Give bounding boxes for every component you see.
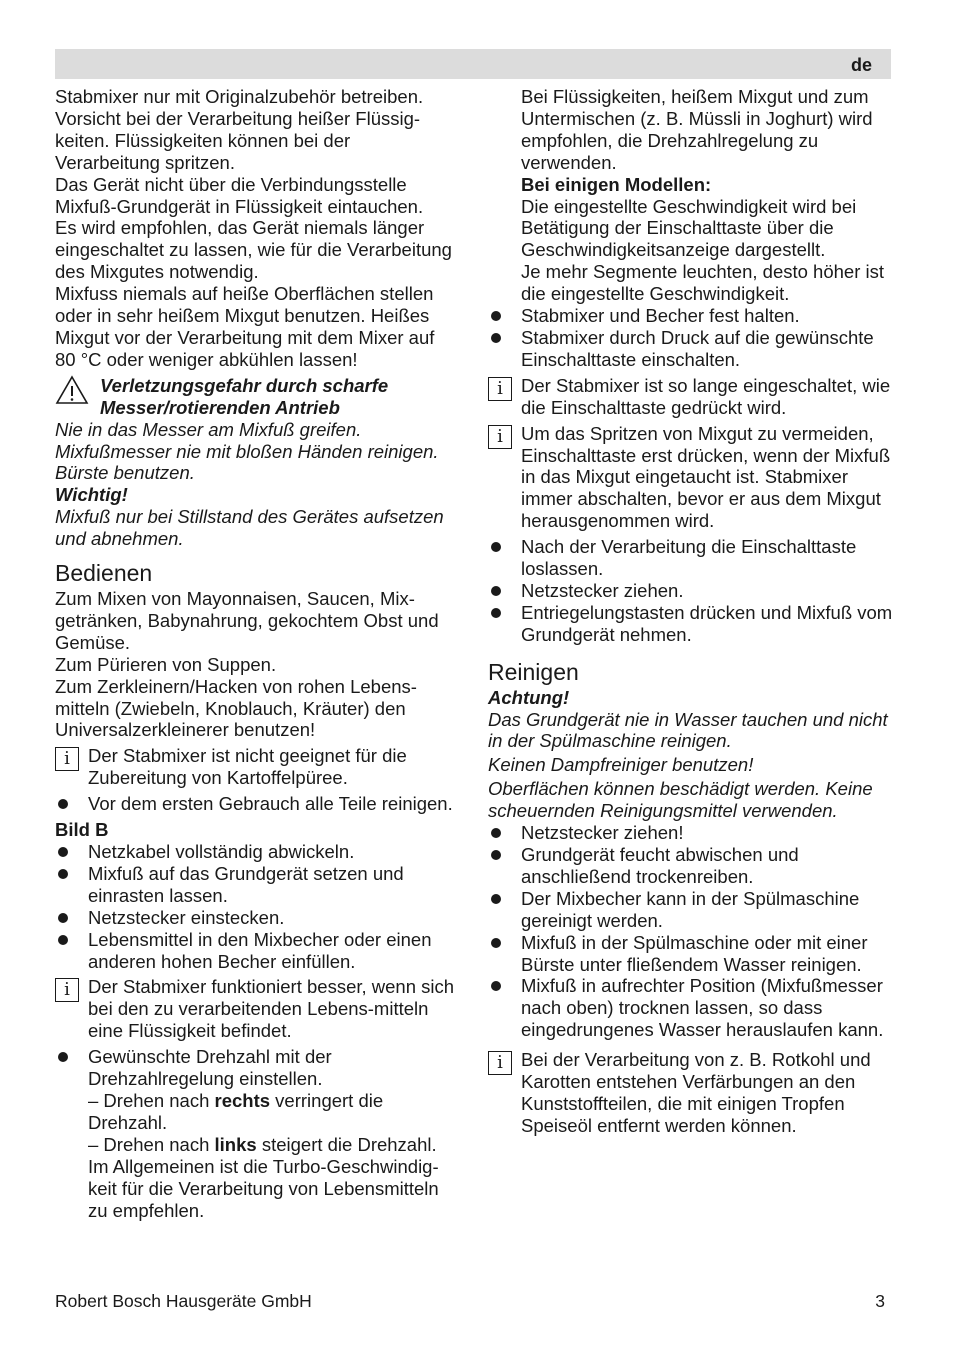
warning-title: Verletzungsgefahr durch scharfe Messer/rotierenden Antrieb	[100, 374, 389, 418]
info-text: Der Stabmixer ist nicht geeignet für die Zubereitung von Kartoffelpüree.	[88, 745, 407, 789]
paragraph: Mixfuss niemals auf heiße Oberflächen stellen oder in sehr heißem Mixgut benutzen. Heißes Mixgut vor der Verarbeitung mit dem Mixer auf 80 °C oder weniger abkühlen lassen!	[55, 283, 435, 370]
right-column	[488, 86, 893, 1141]
paragraph: Das Gerät nicht über die Verbindungsstelle Mixfuß-Grundgerät in Flüssigkeit eintauchen.	[55, 173, 424, 217]
paragraph: Im Allgemeinen ist die Turbo-Geschwindig-keit für die Verarbeitung von Lebensmitteln zu empfehlen.	[88, 1155, 439, 1221]
list-item: Netzkabel vollständig abwickeln.	[55, 841, 460, 863]
paragraph: Bei Flüssigkeiten, heißem Mixgut und zum Untermischen (z. B. Müssli in Joghurt) wird empfohlen, die Drehzahlregelung zu verwenden.	[521, 86, 873, 173]
paragraph: Je mehr Segmente leuchten, desto höher ist die eingestellte Geschwindigkeit.	[521, 261, 885, 305]
list-item: Mixfuß auf das Grundgerät setzen und einrasten lassen.	[55, 863, 460, 907]
list-item: Der Mixbecher kann in der Spülmaschine gereinigt werden.	[488, 888, 893, 932]
info-icon: i	[488, 1051, 512, 1075]
warning-text: Nie in das Messer am Mixfuß greifen. Mixfußmesser nie mit bloßen Händen reinigen. Bürste benutzen.	[55, 418, 439, 484]
paragraph: Es wird empfohlen, das Gerät niemals länger eingeschaltet zu lassen, wie für die Verarbeitung des Mixgutes notwendig.	[55, 217, 452, 283]
paragraph: Zum Pürieren von Suppen.	[55, 653, 277, 675]
caution-text: Keinen Dampfreiniger benutzen!	[488, 754, 754, 776]
info-note	[55, 976, 460, 1042]
info-note	[488, 1049, 893, 1137]
list-item: Grundgerät feucht abwischen und anschließend trockenreiben.	[488, 844, 893, 888]
info-text: Der Stabmixer funktioniert besser, wenn sich bei den zu verarbeitenden Lebens-mitteln eine Flüssigkeit befindet.	[88, 976, 455, 1042]
figure-label: Bild B	[55, 819, 109, 841]
page-number: 3	[875, 1291, 885, 1311]
paragraph: Stabmixer nur mit Originalzubehör betreiben.	[55, 86, 424, 107]
info-text: Der Stabmixer ist so lange eingeschaltet, wie die Einschalttaste gedrückt wird.	[521, 374, 891, 418]
list-item: Netzstecker ziehen!	[488, 822, 893, 844]
list-item: Stabmixer durch Druck auf die gewünschte Einschalttaste einschalten.	[488, 327, 893, 371]
paragraph: Die eingestellte Geschwindigkeit wird bei Betätigung der Einschalttaste über die Geschwindigkeitsanzeige dargestellt.	[521, 195, 857, 261]
left-column	[55, 86, 460, 1221]
header-band	[55, 49, 891, 79]
info-icon: i	[488, 425, 512, 449]
caution-label: Achtung!	[488, 686, 570, 708]
info-icon: i	[55, 747, 79, 771]
paragraph: Zum Zerkleinern/Hacken von rohen Lebens-mitteln (Zwiebeln, Knoblauch, Kräuter) den Universalzerkleinerer benutzen!	[55, 675, 417, 741]
list-item: Entriegelungstasten drücken und Mixfuß vom Grundgerät nehmen.	[488, 602, 893, 646]
info-icon: i	[488, 377, 512, 401]
list-item: Lebensmittel in den Mixbecher oder einen anderen hohen Becher einfüllen.	[55, 929, 460, 973]
info-note	[55, 745, 460, 789]
caution-text: Das Grundgerät nie in Wasser tauchen und nicht in der Spülmaschine reinigen.	[488, 708, 888, 752]
models-label: Bei einigen Modellen:	[521, 173, 712, 195]
list-item: Mixfuß in der Spülmaschine oder mit einer Bürste unter fließendem Wasser reinigen.	[488, 932, 893, 976]
info-note	[488, 375, 893, 419]
list-item: Vor dem ersten Gebrauch alle Teile reinigen.	[55, 793, 460, 815]
caution-text: Oberflächen können beschädigt werden. Keine scheuernden Reinigungsmittel verwenden.	[488, 778, 873, 822]
list-item: Stabmixer und Becher fest halten.	[488, 305, 893, 327]
list-item: Mixfuß in aufrechter Position (Mixfußmesser nach oben) trocknen lassen, so dass eingedrungenes Wasser herauslaufen kann.	[488, 975, 893, 1041]
important-label: Wichtig!	[55, 484, 128, 506]
list-item: Nach der Verarbeitung die Einschalttaste loslassen.	[488, 536, 893, 580]
warning-triangle-icon	[55, 375, 89, 405]
important-text: Mixfuß nur bei Stillstand des Gerätes aufsetzen und abnehmen.	[55, 506, 444, 550]
list-item: Netzstecker einstecken.	[55, 907, 460, 929]
section-heading-bedienen: Bedienen	[55, 560, 153, 587]
info-text: Um das Spritzen von Mixgut zu vermeiden, Einschalttaste erst drücken, wenn der Mixfuß in das Mixgut eingetaucht ist. Stabmixer immer abschalten, bevor er aus dem Mixgut herausgenommen wird.	[521, 422, 891, 532]
info-note	[488, 423, 893, 533]
list-item: Netzstecker ziehen.	[488, 580, 893, 602]
info-text: Bei der Verarbeitung von z. B. Rotkohl und Karotten entstehen Verfärbungen an den Kunststoffteilen, die mit einigen Tropfen Speiseöl entfernt werden können.	[521, 1049, 871, 1136]
footer-company: Robert Bosch Hausgeräte GmbH	[55, 1291, 312, 1311]
paragraph: Vorsicht bei der Verarbeitung heißer Flüssig-keiten. Flüssigkeiten können bei der Verarbeitung spritzen.	[55, 107, 421, 173]
warning-block	[55, 375, 460, 419]
sub-item: – Drehen nach links steigert die Drehzahl.	[88, 1133, 437, 1155]
section-heading-reinigen: Reinigen	[488, 658, 579, 685]
paragraph: Zum Mixen von Mayonnaisen, Saucen, Mix-getränken, Babynahrung, gekochtem Obst und Gemüse.	[55, 588, 439, 653]
info-icon: i	[55, 978, 79, 1002]
list-item: Gewünschte Drehzahl mit der Drehzahlregelung einstellen.	[55, 1046, 460, 1090]
language-code: de	[850, 55, 872, 75]
sub-item: – Drehen nach rechts verringert die Drehzahl.	[88, 1089, 384, 1133]
